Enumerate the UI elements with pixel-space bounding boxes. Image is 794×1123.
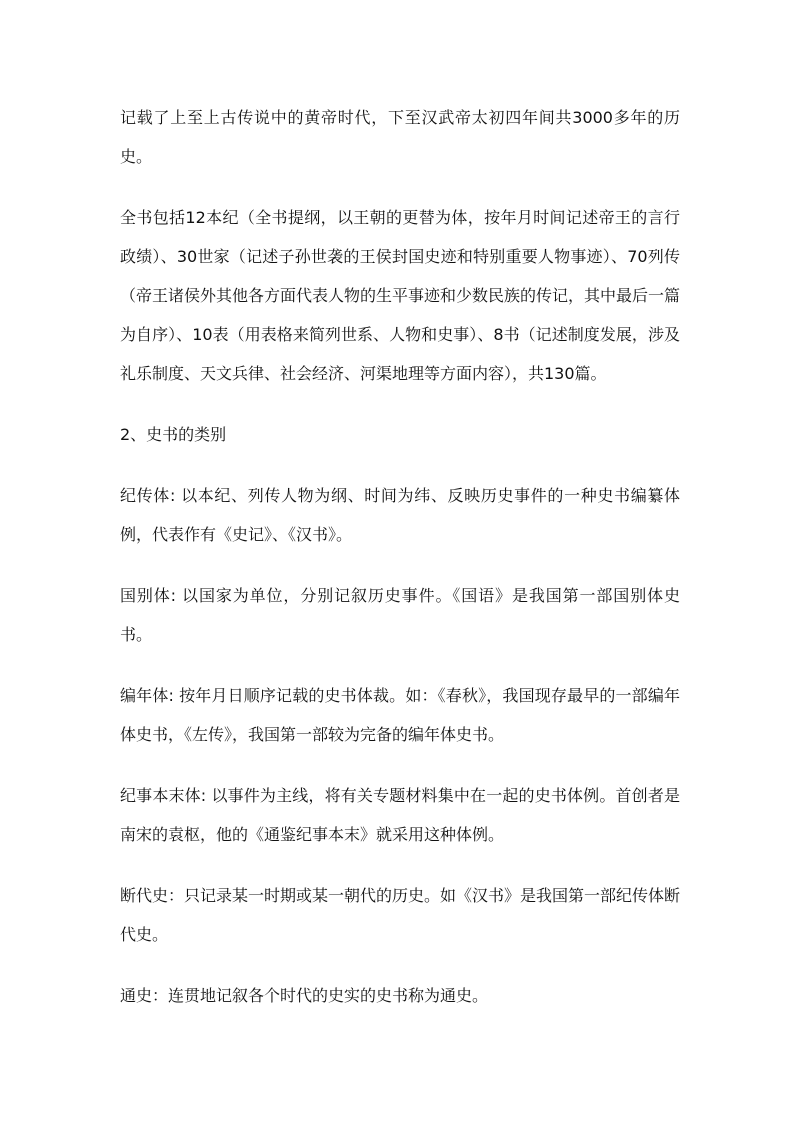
paragraph-tongshi: 通史：连贯地记叙各个时代的史实的史书称为通史。 (120, 986, 489, 1005)
paragraph-jishibenmoti: 纪事本末体: 以事件为主线，将有关专题材料集中在一起的史书体例。首创者是南宋的袁枢，他的《通鉴纪事本末》就采用这种体例。 (120, 786, 680, 844)
section-heading-history-book-types: 2、史书的类别 (120, 425, 227, 444)
paragraph-duandaishi: 断代史：只记录某一时期或某一朝代的历史。如《汉书》是我国第一部纪传体断代史。 (120, 886, 681, 944)
paragraph-guobieti: 国别体: 以国家为单位，分别记叙历史事件。《国语》是我国第一部国别体史书。 (120, 586, 680, 644)
document-body (120, 98, 680, 1037)
paragraph-biannianti: 编年体: 按年月日顺序记载的史书体裁。如：《春秋》，我国现存最早的一部编年体史书，《左传》，我国第一部较为完备的编年体史书。 (120, 686, 680, 744)
paragraph-shiji-timespan: 记载了上至上古传说中的黄帝时代，下至汉武帝太初四年间共3000多年的历史。 (120, 108, 680, 166)
paragraph-shiji-structure: 全书包括12本纪（全书提纲，以王朝的更替为体，按年月时间记述帝王的言行政绩）、30世家（记述子孙世袭的王侯封国史迹和特别重要人物事迹）、70列传（帝王诸侯外其他各方面代表人物的生平事迹和少数民族的传记，其中最后一篇为自序）、10表（用表格来简列世系、人物和史事）、8书（记述制度发展，涉及礼乐制度、天文兵律、社会经济、河渠地理等方面内容），共130篇。 (120, 208, 681, 383)
paragraph-jizhuanti: 纪传体: 以本纪、列传人物为纲、时间为纬、反映历史事件的一种史书编纂体例，代表作有《史记》、《汉书》。 (120, 486, 680, 544)
